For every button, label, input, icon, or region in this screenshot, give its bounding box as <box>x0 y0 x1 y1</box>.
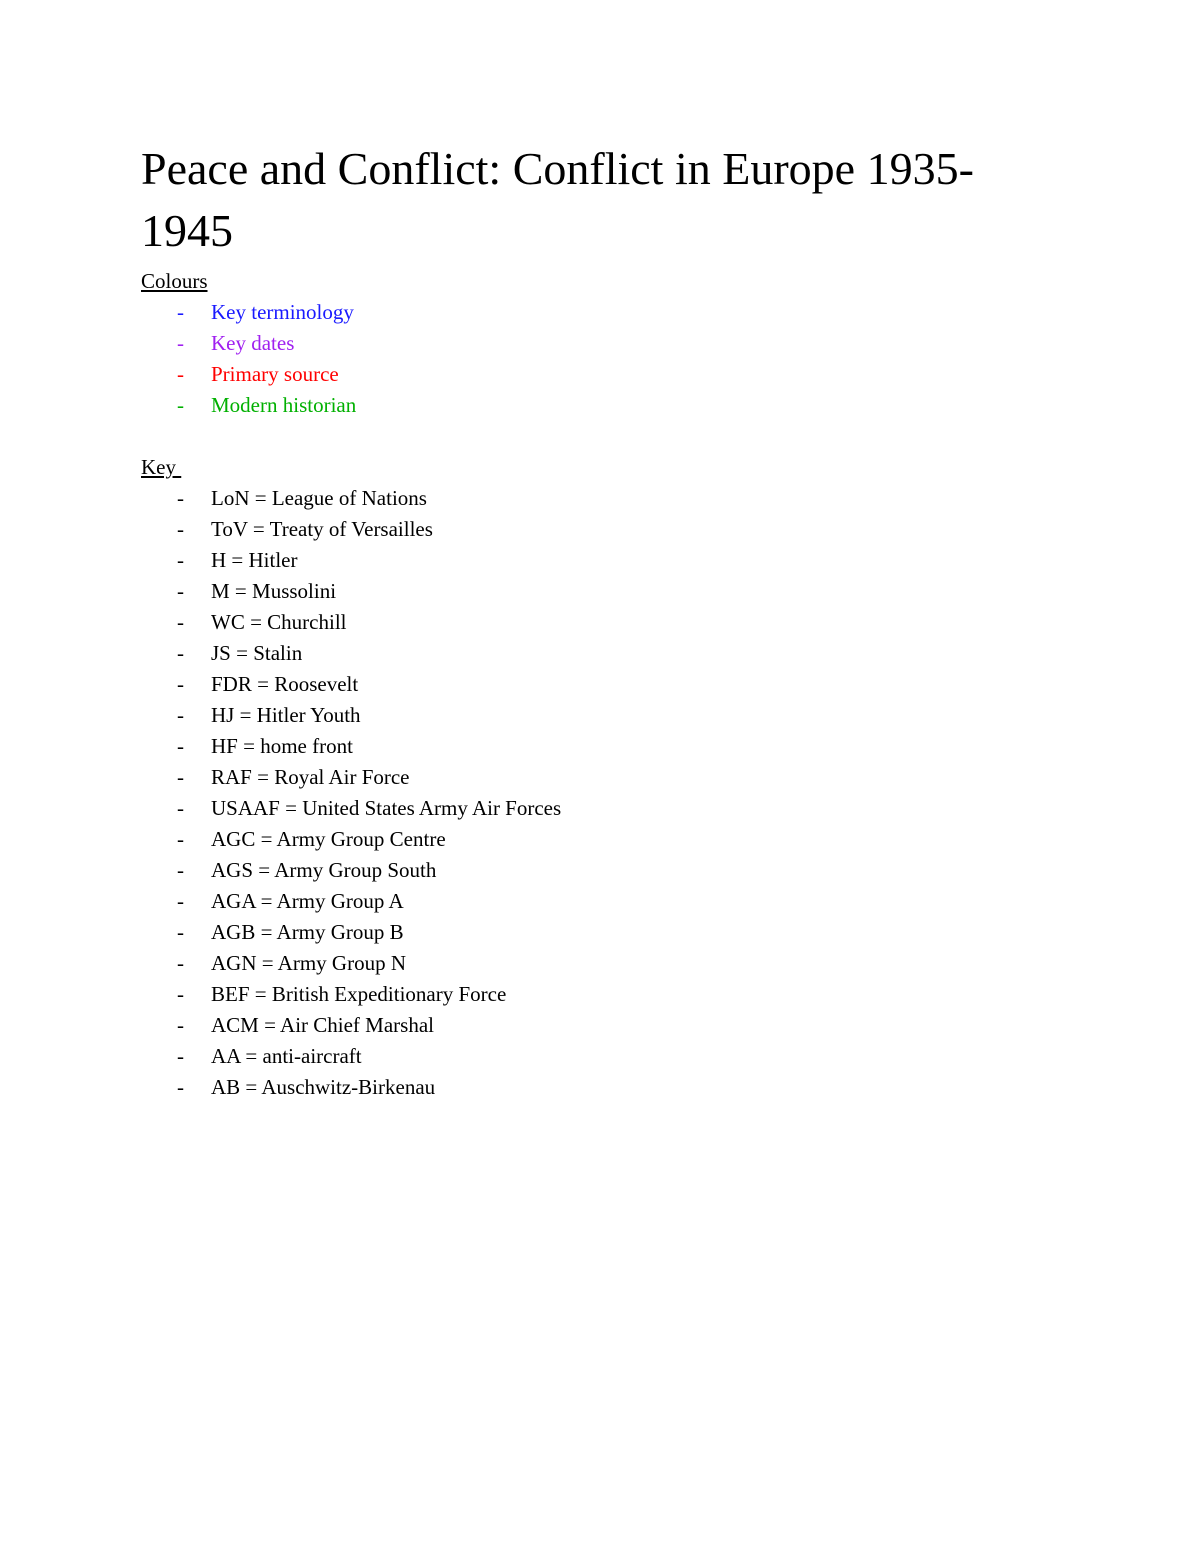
key-list-item <box>141 948 1041 979</box>
list-bullet: - <box>177 331 184 355</box>
colour-legend-label: Modern historian <box>211 393 357 417</box>
list-bullet: - <box>177 889 184 913</box>
list-bullet: - <box>177 1075 184 1099</box>
key-list-item <box>141 669 1041 700</box>
list-bullet: - <box>177 610 184 634</box>
key-abbreviation-text: LoN = League of Nations <box>211 486 427 510</box>
key-list-item <box>141 514 1041 545</box>
list-bullet: - <box>177 734 184 758</box>
list-bullet: - <box>177 641 184 665</box>
list-bullet: - <box>177 1013 184 1037</box>
key-list-item <box>141 1072 1041 1103</box>
key-abbreviation-text: AGS = Army Group South <box>211 858 437 882</box>
colours-heading: Colours <box>141 269 208 293</box>
key-list-item <box>141 545 1041 576</box>
list-bullet: - <box>177 579 184 603</box>
colour-legend-label: Key terminology <box>211 300 354 324</box>
key-list-item <box>141 483 1041 514</box>
key-list-item <box>141 793 1041 824</box>
colour-legend-item <box>141 328 1041 359</box>
key-abbreviation-text: M = Mussolini <box>211 579 337 603</box>
key-abbreviation-text: AA = anti-aircraft <box>211 1044 362 1068</box>
key-abbreviation-text: ACM = Air Chief Marshal <box>211 1013 434 1037</box>
key-list-item <box>141 1041 1041 1072</box>
colour-legend-label: Primary source <box>211 362 339 386</box>
key-abbreviation-text: AGN = Army Group N <box>211 951 406 975</box>
key-list-item <box>141 576 1041 607</box>
key-list-item <box>141 855 1041 886</box>
key-list-item <box>141 638 1041 669</box>
colour-legend-item <box>141 359 1041 390</box>
list-bullet: - <box>177 765 184 789</box>
key-list-item <box>141 700 1041 731</box>
list-bullet: - <box>177 827 184 851</box>
key-abbreviation-text: HJ = Hitler Youth <box>211 703 361 727</box>
key-list-item <box>141 824 1041 855</box>
list-bullet: - <box>177 362 184 386</box>
list-bullet: - <box>177 920 184 944</box>
key-abbreviation-text: WC = Churchill <box>211 610 347 634</box>
colour-legend-item <box>141 390 1041 421</box>
key-abbreviation-text: AGA = Army Group A <box>211 889 404 913</box>
key-list-item <box>141 762 1041 793</box>
key-abbreviation-text: USAAF = United States Army Air Forces <box>211 796 562 820</box>
key-list-item <box>141 731 1041 762</box>
colour-legend-label: Key dates <box>211 331 295 355</box>
key-abbreviation-text: ToV = Treaty of Versailles <box>211 517 433 541</box>
key-list-item <box>141 886 1041 917</box>
colours-list <box>141 297 1041 421</box>
key-abbreviation-text: AB = Auschwitz-Birkenau <box>211 1075 436 1099</box>
key-list-item <box>141 917 1041 948</box>
list-bullet: - <box>177 703 184 727</box>
list-bullet: - <box>177 672 184 696</box>
key-abbreviation-text: FDR = Roosevelt <box>211 672 359 696</box>
list-bullet: - <box>177 393 184 417</box>
key-abbreviation-text: RAF = Royal Air Force <box>211 765 410 789</box>
list-bullet: - <box>177 300 184 324</box>
page-title: Peace and Conflict: Conflict in Europe 1935-1945 <box>141 143 974 256</box>
key-list-item <box>141 607 1041 638</box>
list-bullet: - <box>177 982 184 1006</box>
list-bullet: - <box>177 796 184 820</box>
document-content <box>141 138 1041 1103</box>
key-list-item <box>141 979 1041 1010</box>
key-abbreviation-text: H = Hitler <box>211 548 298 572</box>
key-abbreviation-text: AGC = Army Group Centre <box>211 827 446 851</box>
key-abbreviation-text: JS = Stalin <box>211 641 303 665</box>
key-list-item <box>141 1010 1041 1041</box>
key-list <box>141 483 1041 1103</box>
list-bullet: - <box>177 486 184 510</box>
list-bullet: - <box>177 858 184 882</box>
list-bullet: - <box>177 548 184 572</box>
key-abbreviation-text: BEF = British Expeditionary Force <box>211 982 507 1006</box>
list-bullet: - <box>177 951 184 975</box>
key-heading: Key <box>141 455 182 479</box>
list-bullet: - <box>177 517 184 541</box>
colour-legend-item <box>141 297 1041 328</box>
list-bullet: - <box>177 1044 184 1068</box>
key-abbreviation-text: HF = home front <box>211 734 353 758</box>
key-abbreviation-text: AGB = Army Group B <box>211 920 404 944</box>
